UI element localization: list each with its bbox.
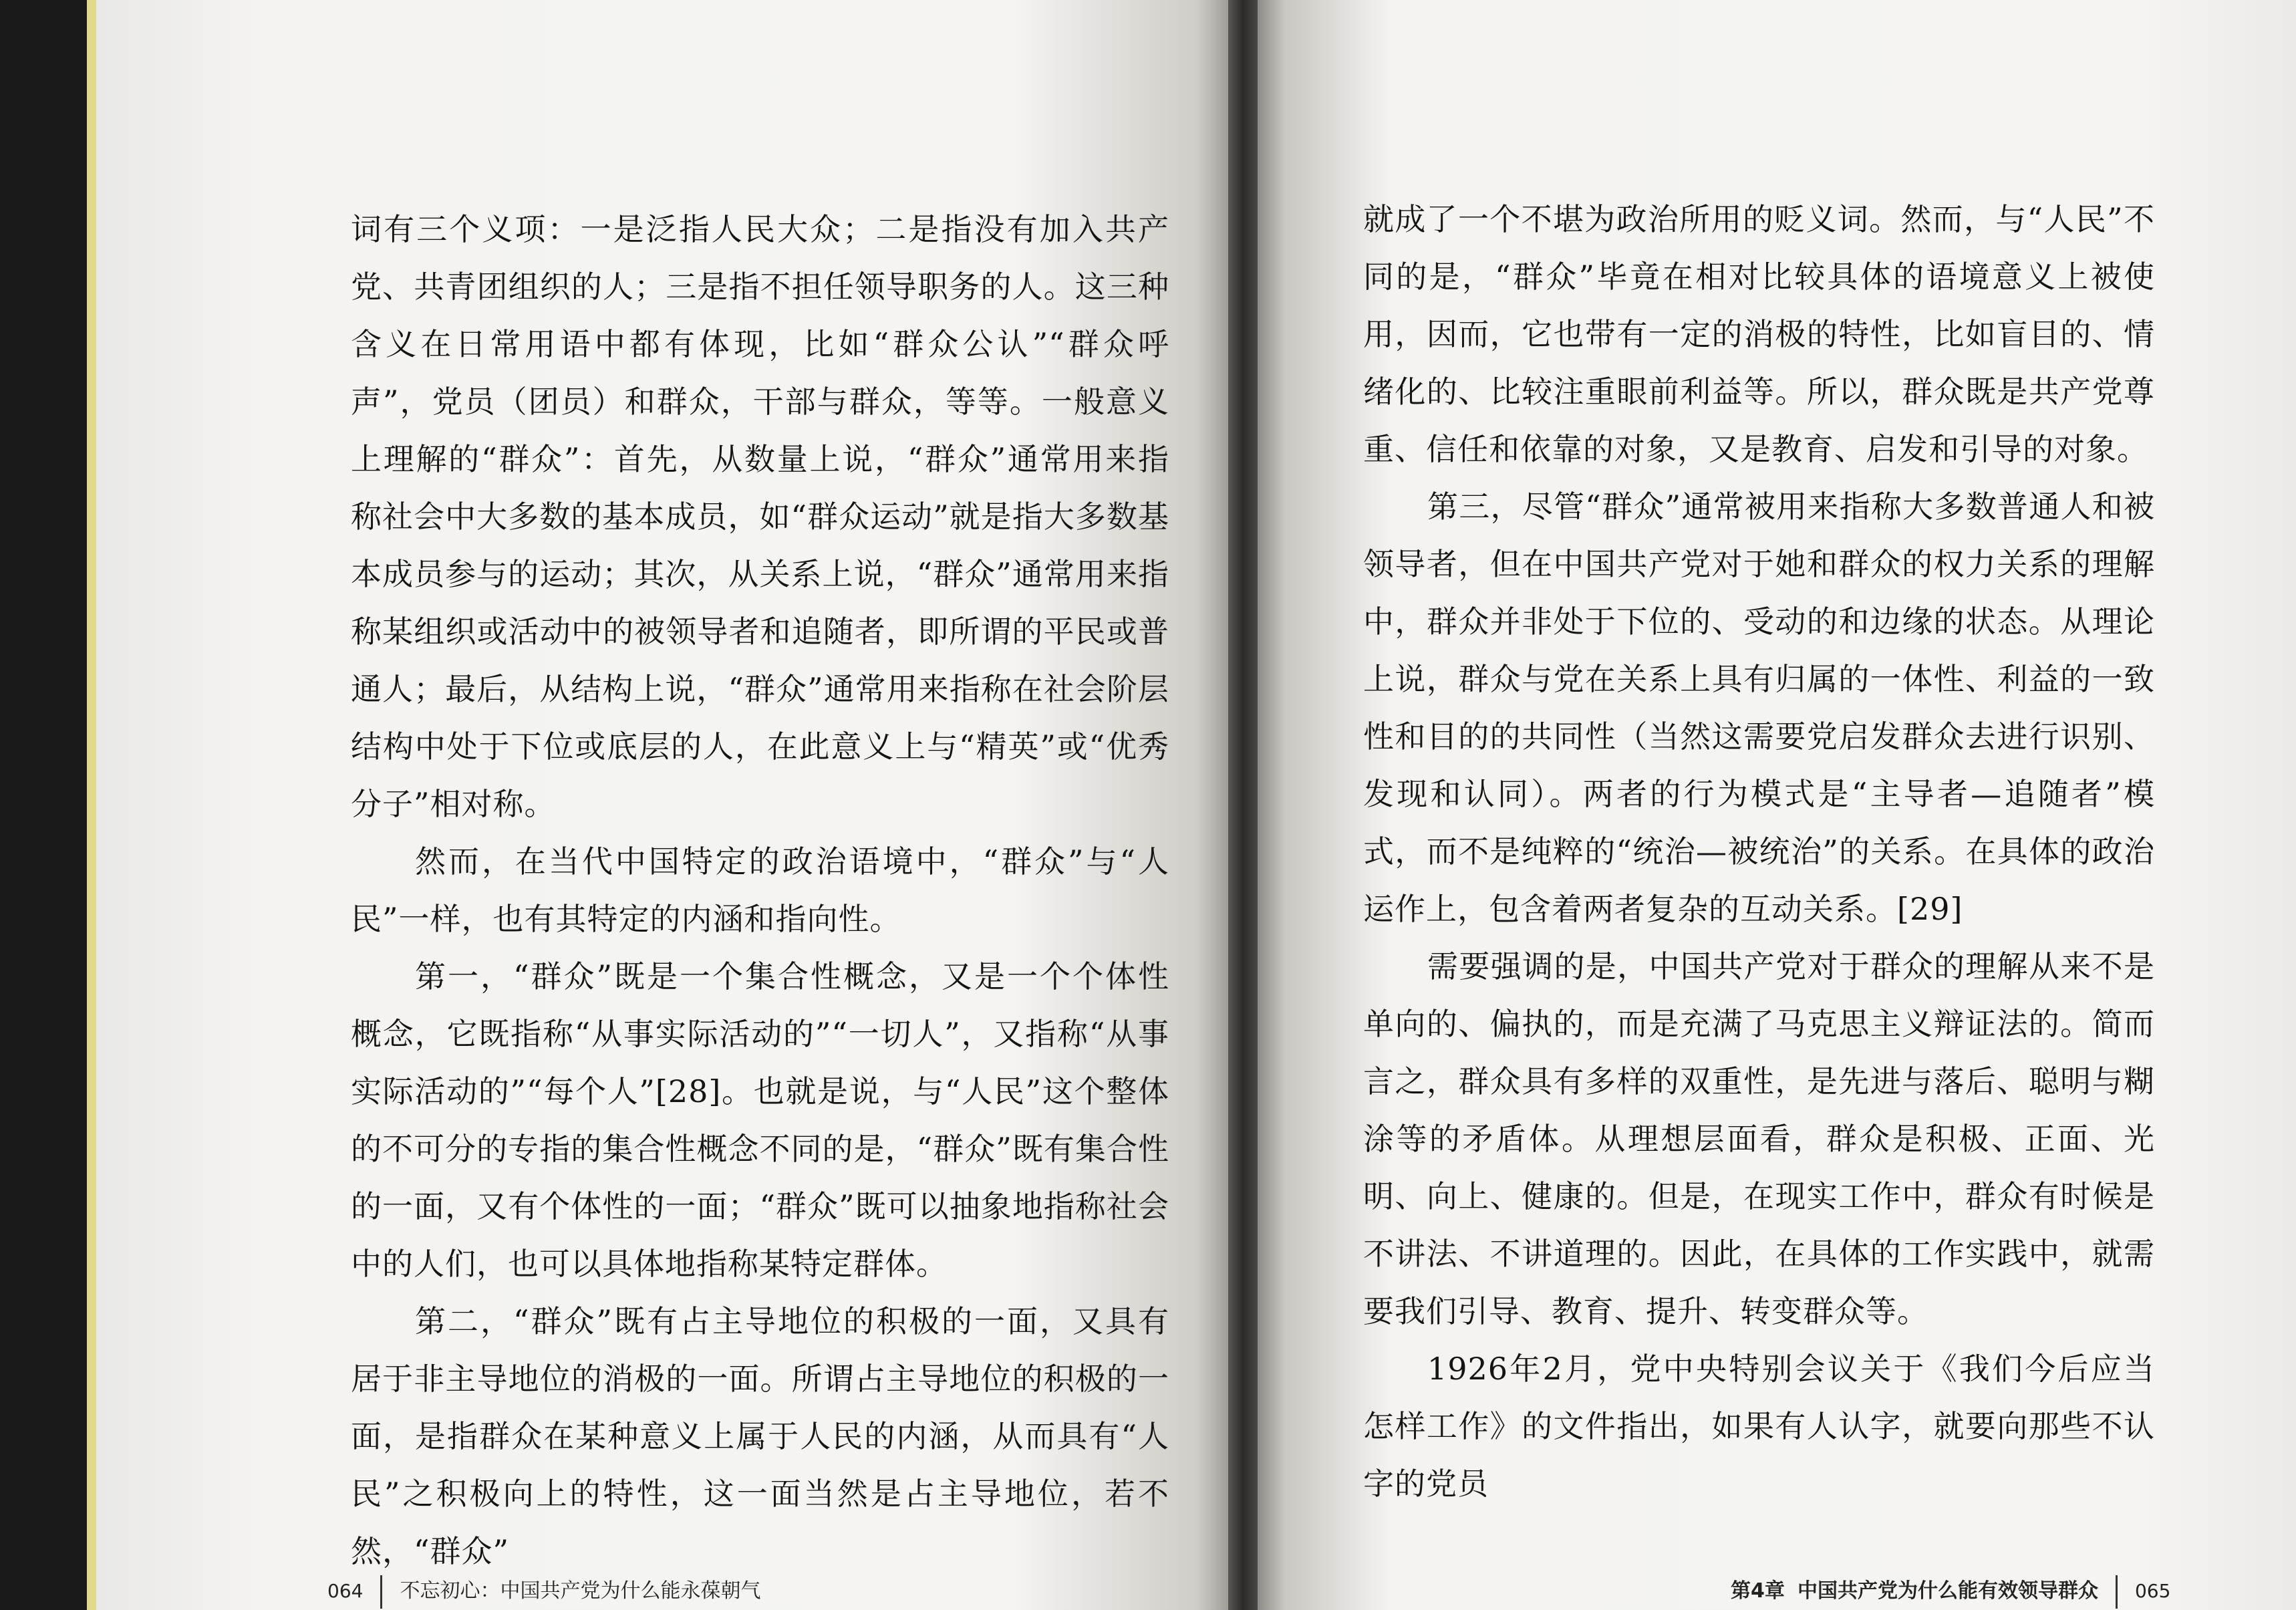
paragraph: 词有三个义项：一是泛指人民大众；二是指没有加入共产党、共青团组织的人；三是指不担任领导职务的人。这三种含义在日常用语中都有体现，比如“群众公认”“群众呼声”，党员（团员）和群众，干部与群众，等等。一般意义上理解的“群众”：首先，从数量上说，“群众”通常用来指称社会中大多数的基本成员，如“群众运动”就是指大多数基本成员参与的运动；其次，从关系上说，“群众”通常用来指称某组织或活动中的被领导者和追随者，即所谓的平民或普通人；最后，从结构上说，“群众”通常用来指称在社会阶层结构中处于下位或底层的人，在此意义上与“精英”或“优秀分子”相对称。 bbox=[351, 211, 1169, 822]
chapter-label: 第4章 bbox=[1731, 1579, 1785, 1603]
right-page-footer bbox=[1731, 1574, 2170, 1609]
book-gutter bbox=[1228, 0, 1258, 1610]
paragraph: 然而，在当代中国特定的政治语境中，“群众”与“人民”一样，也有其特定的内涵和指向性。 bbox=[351, 843, 1169, 937]
page-edge bbox=[87, 0, 96, 1610]
right-page-body bbox=[1363, 190, 2155, 1512]
paragraph: 就成了一个不堪为政治所用的贬义词。然而，与“人民”不同的是，“群众”毕竟在相对比较具体的语境意义上被使用，因而，它也带有一定的消极的特性，比如盲目的、情绪化的、比较注重眼前利益等。所以，群众既是共产党尊重、信任和依靠的对象，又是教育、启发和引导的对象。 bbox=[1363, 201, 2155, 467]
paragraph: 第一，“群众”既是一个集合性概念，又是一个个体性概念，它既指称“从事实际活动的”“一切人”，又指称“从事实际活动的”“每个人”[28]。也就是说，与“人民”这个整体的不可分的专指的集合性概念不同的是，“群众”既有集合性的一面，又有个体性的一面；“群众”既可以抽象地指称社会中的人们，也可以具体地指称某特定群体。 bbox=[351, 958, 1169, 1282]
left-page-body bbox=[351, 200, 1169, 1580]
page-number: 065 bbox=[2134, 1580, 2171, 1602]
paragraph: 第二，“群众”既有占主导地位的积极的一面，又具有居于非主导地位的消极的一面。所谓占主导地位的积极的一面，是指群众在某种意义上属于人民的内涵，从而具有“人民”之积极向上的特性，这一面当然是占主导地位，若不然，“群众” bbox=[351, 1303, 1169, 1569]
footer-divider bbox=[2116, 1575, 2118, 1609]
left-page-footer bbox=[327, 1574, 760, 1609]
footer-divider bbox=[380, 1575, 382, 1609]
paragraph: 需要强调的是，中国共产党对于群众的理解从来不是单向的、偏执的，而是充满了马克思主义辩证法的。简而言之，群众具有多样的双重性，是先进与落后、聪明与糊涂等的矛盾体。从理想层面看，群众是积极、正面、光明、向上、健康的。但是，在现实工作中，群众有时候是不讲法、不讲道理的。因此，在具体的工作实践中，就需要我们引导、教育、提升、转变群众等。 bbox=[1363, 948, 2155, 1329]
page-number: 064 bbox=[327, 1580, 364, 1602]
running-title: 中国共产党为什么能有效领导群众 bbox=[1797, 1579, 2098, 1603]
running-title: 不忘初心：中国共产党为什么能永葆朝气 bbox=[400, 1579, 761, 1603]
paragraph: 1926年2月，党中央特别会议关于《我们今后应当怎样工作》的文件指出，如果有人认字，就要向那些不认字的党员 bbox=[1363, 1351, 2155, 1502]
paragraph: 第三，尽管“群众”通常被用来指称大多数普通人和被领导者，但在中国共产党对于她和群众的权力关系的理解中，群众并非处于下位的、受动的和边缘的状态。从理论上说，群众与党在关系上具有归属的一体性、利益的一致性和目的的共同性（当然这需要党启发群众去进行识别、发现和认同）。两者的行为模式是“主导者—追随者”模式，而不是纯粹的“统治—被统治”的关系。在具体的政治运作上，包含着两者复杂的互动关系。[29] bbox=[1363, 489, 2155, 927]
